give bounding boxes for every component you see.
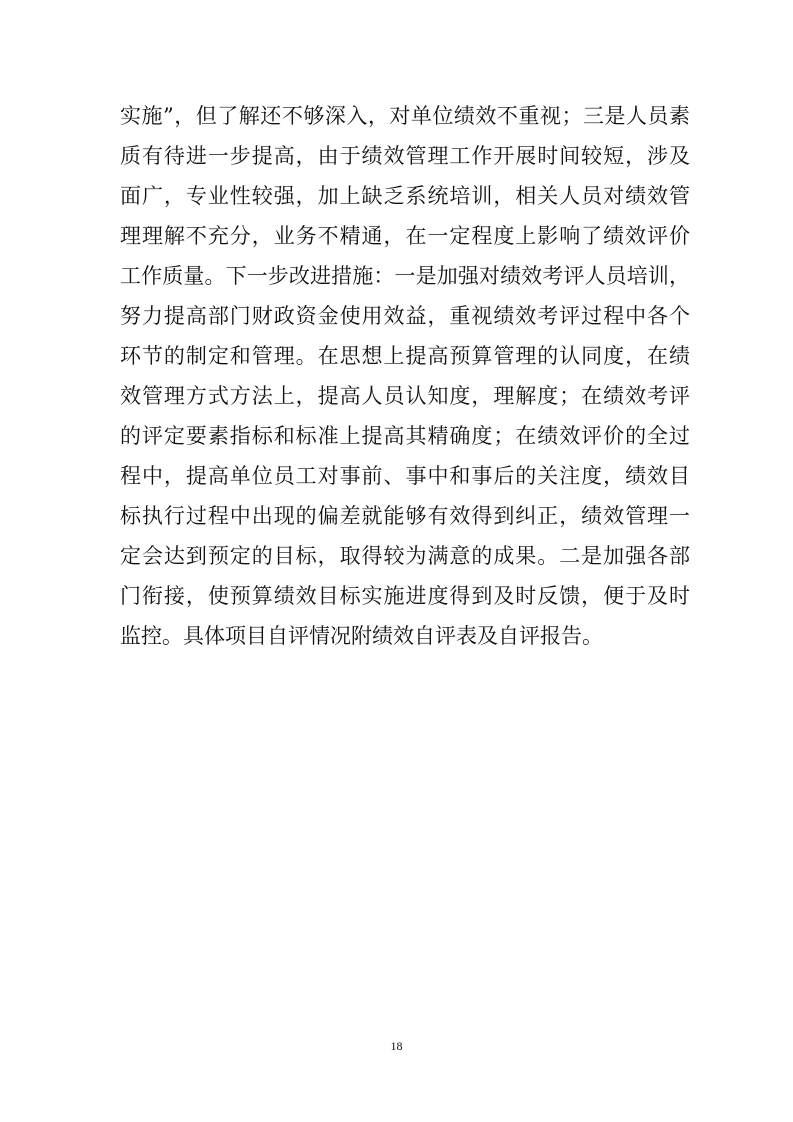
text-line: 门衔接，使预算绩效目标实施进度得到及时反馈，便于及时 — [120, 584, 690, 608]
body-paragraph — [120, 96, 690, 656]
text-line: 实施”，但了解还不够深入，对单位绩效不重视；三是人员素 — [120, 104, 690, 128]
text-line: 理理解不充分，业务不精通，在一定程度上影响了绩效评价 — [120, 224, 690, 248]
text-line: 面广，专业性较强，加上缺乏系统培训，相关人员对绩效管 — [120, 184, 690, 208]
text-line: 定会达到预定的目标，取得较为满意的成果。二是加强各部 — [120, 544, 690, 568]
text-line: 的评定要素指标和标准上提高其精确度；在绩效评价的全过 — [120, 424, 690, 448]
page-number: 18 — [390, 1039, 403, 1053]
text-line: 质有待进一步提高，由于绩效管理工作开展时间较短，涉及 — [120, 144, 690, 168]
text-line: 程中，提高单位员工对事前、事中和事后的关注度，绩效目 — [120, 464, 690, 488]
text-line: 效管理方式方法上，提高人员认知度，理解度；在绩效考评 — [120, 384, 690, 408]
text-line: 工作质量。下一步改进措施：一是加强对绩效考评人员培训， — [120, 264, 690, 288]
text-line: 环节的制定和管理。在思想上提高预算管理的认同度，在绩 — [120, 344, 690, 368]
text-line: 努力提高部门财政资金使用效益，重视绩效考评过程中各个 — [120, 304, 690, 328]
text-line: 标执行过程中出现的偏差就能够有效得到纠正，绩效管理一 — [120, 504, 690, 528]
text-line: 监控。具体项目自评情况附绩效自评表及自评报告。 — [120, 624, 603, 648]
